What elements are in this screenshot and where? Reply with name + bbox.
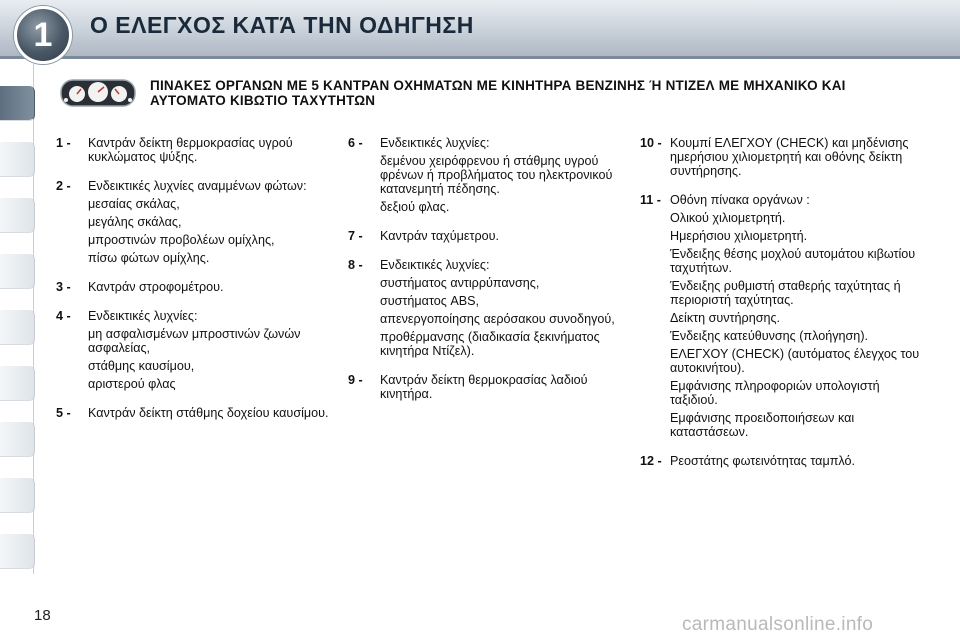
legend-subitem: μη ασφαλισμένων μπροστινών ζωνών ασφαλείας, bbox=[88, 327, 301, 355]
legend-text: Καντράν δείκτη στάθμης δοχείου καυσίμου. bbox=[88, 406, 329, 420]
legend-item-6 bbox=[348, 136, 618, 214]
chapter-tab-9[interactable] bbox=[0, 534, 35, 569]
legend-subitem: Ολικού χιλιομετρητή. bbox=[670, 211, 786, 225]
legend-text: Ρεοστάτης φωτεινότητας ταμπλό. bbox=[670, 454, 856, 468]
legend-number: 3 - bbox=[56, 280, 71, 294]
chapter-tab-7[interactable] bbox=[0, 422, 35, 457]
legend-subitem: συστήματος ABS, bbox=[380, 294, 480, 308]
legend-subitem: δεμένου χειρόφρενου ή στάθμης υγρού φρένων ή προβλήματος του ηλεκτρονικού κατανεμητή πέδησης. bbox=[380, 154, 613, 196]
legend-subitem: Δείκτη συντήρησης. bbox=[670, 311, 781, 325]
legend-subitem: συστήματος αντιρρύπανσης, bbox=[380, 276, 540, 290]
legend-subitem: μπροστινών προβολέων ομίχλης, bbox=[88, 233, 275, 247]
legend-number: 8 - bbox=[348, 258, 363, 272]
legend-subitem: πίσω φώτων ομίχλης. bbox=[88, 251, 210, 265]
chapter-tab-6[interactable] bbox=[0, 366, 35, 401]
chapter-number-badge: 1 bbox=[14, 6, 72, 64]
legend-subitem: αριστερού φλας bbox=[88, 377, 176, 391]
header-divider bbox=[0, 56, 960, 59]
chapter-tab-2[interactable] bbox=[0, 142, 35, 177]
legend-column-2 bbox=[348, 136, 618, 416]
section-title: ΠΙΝΑΚΕΣ ΟΡΓΑΝΩΝ ΜΕ 5 ΚΑΝΤΡΑΝ ΟΧΗΜΑΤΩΝ ΜΕ ΚΙΝΗΤΗΡΑ ΒΕΝΖΙΝΗΣ Ή ΝΤΙΖΕΛ ΜΕ ΜΗΧΑΝΙΚΟ ΚΑΙ ΑΥΤΟΜΑΤΟ ΚΙΒΩΤΙΟ ΤΑΧΥΤΗΤΩΝ bbox=[150, 78, 846, 108]
legend-subitem: απενεργοποίησης αερόσακου συνοδηγού, bbox=[380, 312, 615, 326]
legend-text: Κουμπί ΕΛΕΓΧΟΥ (CHECK) και μηδένισης ημερήσιου χιλιομετρητή και οθόνης δείκτη συντήρησης. bbox=[670, 136, 909, 178]
instrument-panel-icon bbox=[60, 78, 136, 108]
legend-subitem: Ημερήσιου χιλιομετρητή. bbox=[670, 229, 808, 243]
legend-number: 10 - bbox=[640, 136, 662, 150]
legend-text: Οθόνη πίνακα οργάνων : bbox=[670, 193, 810, 207]
legend-text: Ενδεικτικές λυχνίες: bbox=[380, 258, 490, 272]
legend-item-10 bbox=[640, 136, 920, 178]
legend-subitem: Ένδειξης κατεύθυνσης (πλοήγηση). bbox=[670, 329, 869, 343]
legend-number: 6 - bbox=[348, 136, 363, 150]
legend-item-5 bbox=[56, 406, 336, 420]
legend-text: Καντράν ταχύμετρου. bbox=[380, 229, 500, 243]
chapter-title: Ο ΕΛΕΓΧΟΣ ΚΑΤΆ ΤΗΝ ΟΔΗΓΗΣΗ bbox=[90, 12, 474, 38]
legend-number: 11 - bbox=[640, 193, 662, 207]
legend-text: Ενδεικτικές λυχνίες: bbox=[380, 136, 490, 150]
legend-text: Καντράν στροφομέτρου. bbox=[88, 280, 224, 294]
legend-item-8 bbox=[348, 258, 618, 358]
legend-subitem: μεσαίας σκάλας, bbox=[88, 197, 180, 211]
chapter-tabs bbox=[0, 64, 34, 574]
legend-subitem: Ένδειξης θέσης μοχλού αυτομάτου κιβωτίου ταχυτήτων. bbox=[670, 247, 916, 275]
legend-subitem: μεγάλης σκάλας, bbox=[88, 215, 182, 229]
legend-item-1 bbox=[56, 136, 336, 164]
legend-subitem: δεξιού φλας. bbox=[380, 200, 450, 214]
legend-column-3 bbox=[640, 136, 920, 483]
legend-subitem: προθέρμανσης (διαδικασία ξεκινήματος κινητήρα Ντίζελ). bbox=[380, 330, 600, 358]
legend-subitem: Ένδειξης ρυθμιστή σταθερής ταχύτητας ή περιοριστή ταχύτητας. bbox=[670, 279, 901, 307]
legend-item-4 bbox=[56, 309, 336, 391]
chapter-tab-1[interactable] bbox=[0, 86, 35, 121]
legend-item-2 bbox=[56, 179, 336, 265]
legend-number: 9 - bbox=[348, 373, 363, 387]
legend-number: 5 - bbox=[56, 406, 71, 420]
watermark: carmanualsonline.info bbox=[682, 614, 874, 635]
chapter-tab-8[interactable] bbox=[0, 478, 35, 513]
legend-number: 2 - bbox=[56, 179, 71, 193]
legend-item-9 bbox=[348, 373, 618, 401]
chapter-tab-5[interactable] bbox=[0, 310, 35, 345]
legend-item-12 bbox=[640, 454, 920, 468]
legend-number: 1 - bbox=[56, 136, 71, 150]
legend-text: Καντράν δείκτη θερμοκρασίας υγρού κυκλώματος ψύξης. bbox=[88, 136, 293, 164]
page-number: 18 bbox=[34, 607, 51, 624]
legend-number: 7 - bbox=[348, 229, 363, 243]
legend-column-1 bbox=[56, 136, 336, 435]
legend-subitem: Εμφάνισης προειδοποιήσεων και καταστάσεων. bbox=[670, 411, 855, 439]
legend-number: 12 - bbox=[640, 454, 662, 468]
legend-text: Ενδεικτικές λυχνίες αναμμένων φώτων: bbox=[88, 179, 307, 193]
legend-text: Ενδεικτικές λυχνίες: bbox=[88, 309, 198, 323]
legend-number: 4 - bbox=[56, 309, 71, 323]
legend-text: Καντράν δείκτη θερμοκρασίας λαδιού κινητήρα. bbox=[380, 373, 588, 401]
legend-subitem: στάθμης καυσίμου, bbox=[88, 359, 195, 373]
legend-item-3 bbox=[56, 280, 336, 294]
legend-item-11 bbox=[640, 193, 920, 439]
legend-subitem: Εμφάνισης πληροφοριών υπολογιστή ταξιδιού. bbox=[670, 379, 880, 407]
legend-item-7 bbox=[348, 229, 618, 243]
legend-subitem: ΕΛΕΓΧΟΥ (CHECK) (αυτόματος έλεγχος του αυτοκινήτου). bbox=[670, 347, 920, 375]
chapter-tab-4[interactable] bbox=[0, 254, 35, 289]
chapter-tab-3[interactable] bbox=[0, 198, 35, 233]
